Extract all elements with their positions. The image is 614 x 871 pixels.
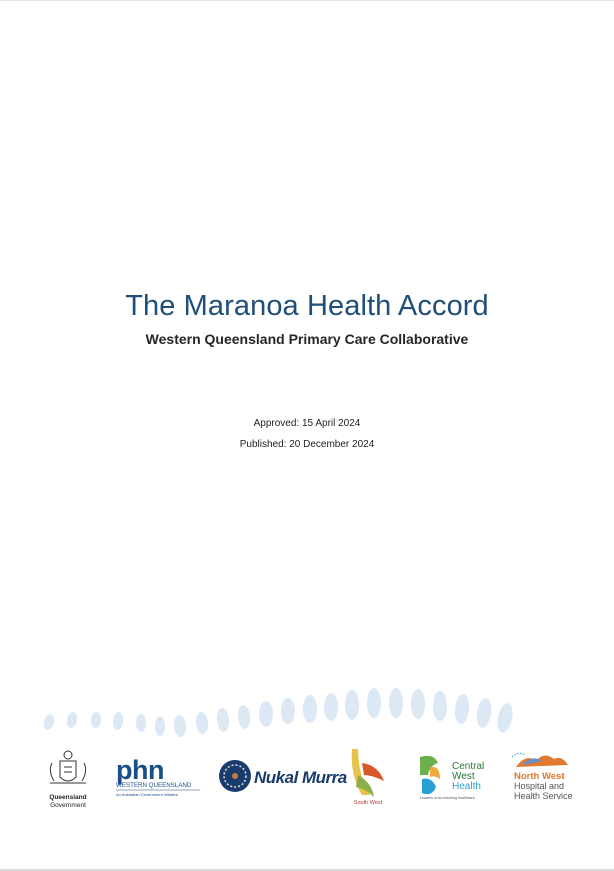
crest-icon [42, 747, 94, 809]
nw-line2: Hospital and [514, 781, 565, 791]
published-date: Published: 20 December 2024 [239, 439, 375, 450]
cwh-line3: Health [452, 781, 481, 792]
cwh-line2: West [452, 771, 475, 782]
central-west-health-logo [418, 753, 490, 801]
phn-western-queensland-logo [114, 753, 204, 799]
nukal-murra-logo [216, 755, 347, 799]
queensland-government-logo [42, 747, 94, 809]
qld-line1: Queensland [49, 794, 87, 801]
partner-logos-strip [0, 741, 614, 816]
document-subtitle: Western Queensland Primary Care Collaborative [145, 331, 469, 347]
qld-line2: Government [50, 802, 86, 809]
south-west-logo [344, 745, 392, 807]
nw-line3: Health Service [514, 791, 573, 801]
north-west-hhs-logo [512, 749, 572, 805]
phn-tagline-text: An Australian Government initiative [116, 792, 179, 797]
document-title: The Maranoa Health Accord [125, 290, 489, 322]
cwh-tagline: Leaders in far-reaching healthcare [420, 796, 475, 800]
decorative-dots-arc [0, 681, 614, 741]
approved-date: Approved: 15 April 2024 [253, 418, 361, 429]
nukal-text: Nukal Murra [254, 768, 347, 787]
south-west-text: South West [353, 800, 383, 806]
phn-region-text: WESTERN QUEENSLAND [116, 782, 192, 789]
nw-line1: North West [514, 771, 565, 782]
cwh-line1: Central [452, 761, 485, 772]
phn-main-text: phn [116, 755, 164, 785]
